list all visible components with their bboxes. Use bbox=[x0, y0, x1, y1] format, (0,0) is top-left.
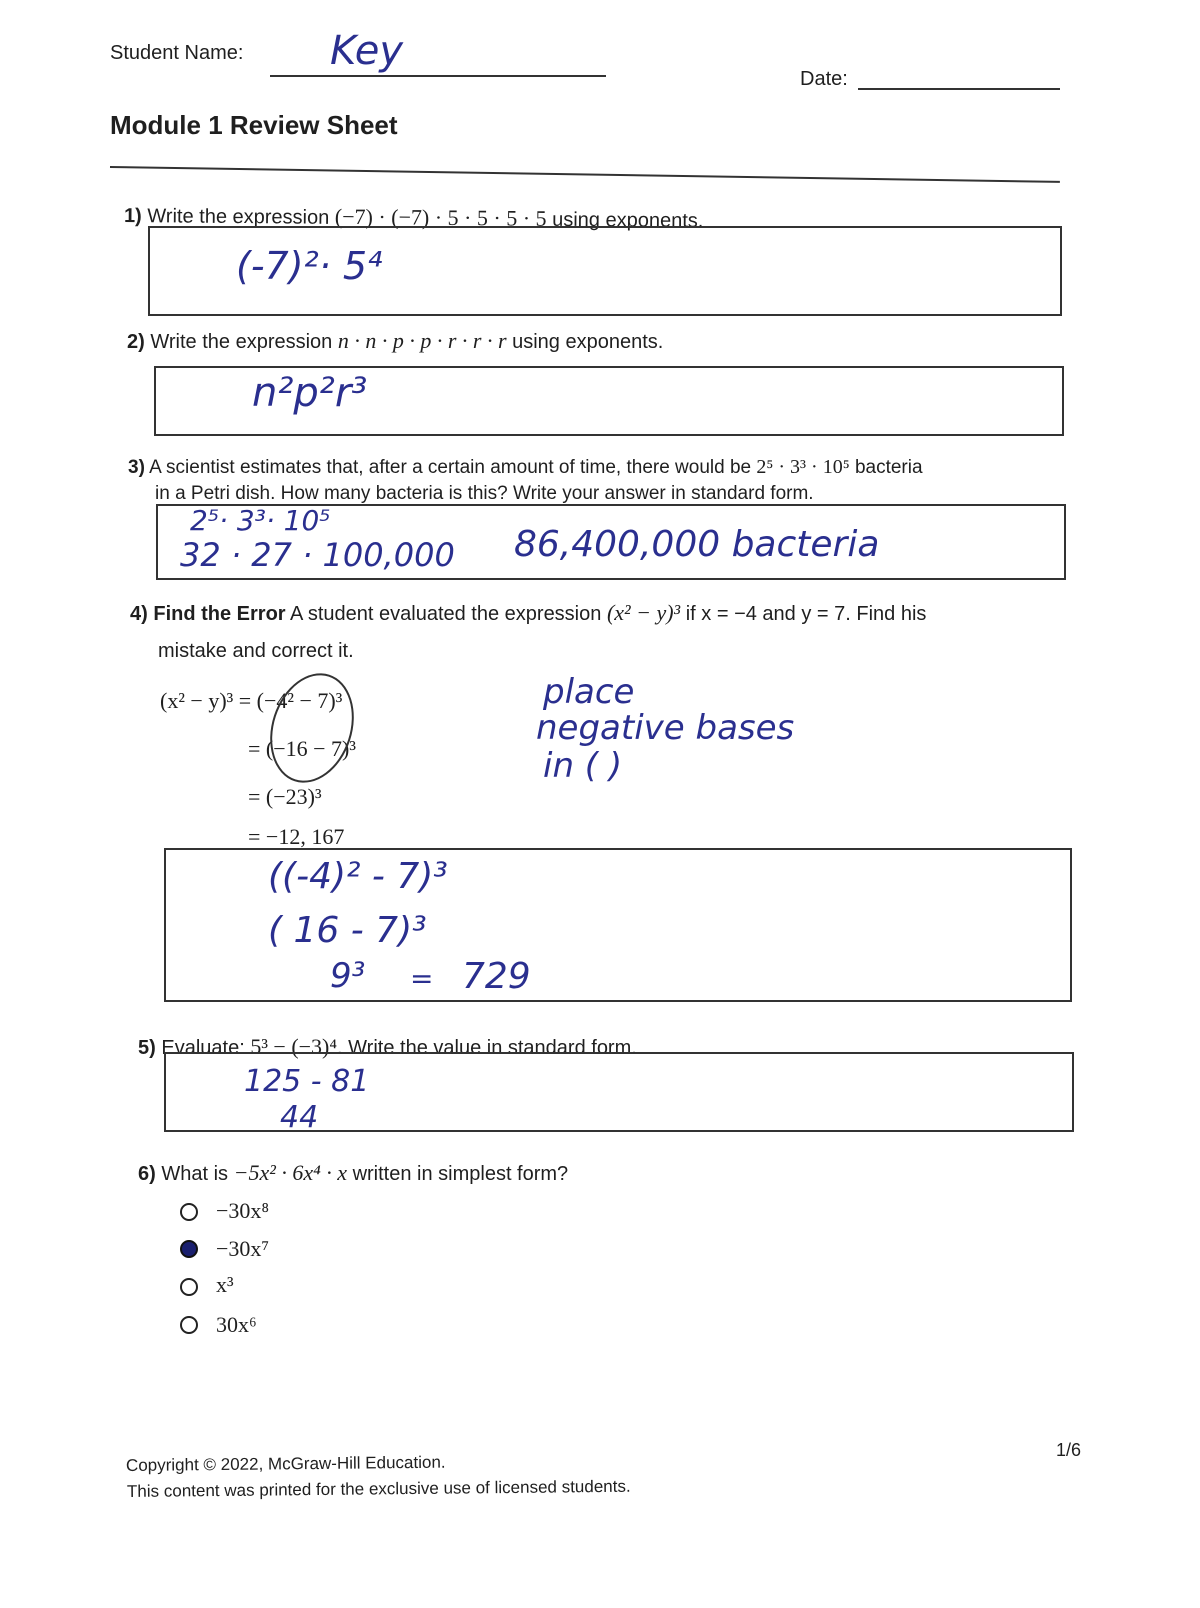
question-text: Write the expression bbox=[150, 331, 333, 353]
student-step-4: = −12, 167 bbox=[248, 824, 345, 849]
question-2 bbox=[127, 328, 663, 354]
question-expression: n · n · p · p · r · r · r bbox=[337, 328, 507, 353]
work-3-line-1: 2⁵· 3³· 10⁵ bbox=[190, 504, 331, 537]
answer-4: 729 bbox=[462, 956, 531, 997]
note-line-1: place bbox=[543, 672, 635, 712]
page-number: 1/6 bbox=[1056, 1440, 1082, 1460]
question-number: 5) bbox=[138, 1037, 156, 1059]
student-step-1: (x² − y)³ = (−4² − 7)³ bbox=[160, 688, 343, 713]
question-heading: Find the Error bbox=[153, 603, 286, 625]
work-4-line-2: ( 16 - 7)³ bbox=[268, 910, 427, 951]
note-line-3: in ( ) bbox=[543, 746, 623, 786]
date-line bbox=[858, 88, 1060, 90]
student-name-value: Key bbox=[330, 28, 404, 74]
question-4-line-2: mistake and correct it. bbox=[158, 640, 354, 662]
option-3-radio[interactable] bbox=[180, 1278, 198, 1296]
question-expression: 2⁵ · 3³ · 10⁵ bbox=[756, 456, 850, 478]
question-number: 1) bbox=[123, 205, 142, 228]
question-text: Write the expression bbox=[147, 205, 330, 229]
question-number: 2) bbox=[127, 331, 145, 353]
answer-1: (-7)²· 5⁴ bbox=[236, 244, 383, 288]
question-expression: −5x² · 6x⁴ · x bbox=[233, 1160, 347, 1185]
answer-2: n²p²r³ bbox=[252, 370, 368, 416]
student-name-line bbox=[270, 75, 606, 77]
question-text: using exponents. bbox=[552, 208, 704, 233]
license-notice: This content was printed for the exclusive use of licensed students. bbox=[126, 1476, 631, 1501]
option-4-radio[interactable] bbox=[180, 1316, 198, 1334]
answer-3: 86,400,000 bacteria bbox=[514, 524, 880, 565]
error-circle-mark bbox=[257, 662, 368, 793]
question-6 bbox=[138, 1160, 568, 1186]
option-2-label: −30x⁷ bbox=[216, 1236, 270, 1261]
question-text: if x = −4 and y = 7. Find his bbox=[685, 603, 927, 625]
copyright: Copyright © 2022, McGraw-Hill Education. bbox=[125, 1452, 446, 1475]
question-text: What is bbox=[161, 1163, 229, 1185]
question-expression: (−7) · (−7) · 5 · 5 · 5 · 5 bbox=[334, 203, 547, 231]
question-3-line-2: in a Petri dish. How many bacteria is this? Write your answer in standard form. bbox=[155, 483, 814, 504]
question-text: A student evaluated the expression bbox=[290, 603, 602, 625]
question-text: using exponents. bbox=[512, 331, 664, 353]
student-step-2: = (−16 − 7)³ bbox=[248, 736, 356, 761]
option-1-label: −30x⁸ bbox=[216, 1198, 270, 1223]
option-2-radio-selected[interactable] bbox=[180, 1240, 198, 1258]
option-1-radio[interactable] bbox=[180, 1203, 198, 1221]
page-title: Module 1 Review Sheet bbox=[110, 110, 398, 140]
work-4-equals: = bbox=[410, 962, 434, 995]
title-divider bbox=[110, 166, 1060, 183]
option-3-label: x³ bbox=[216, 1272, 234, 1297]
answer-5: 44 bbox=[280, 1100, 319, 1135]
date-label: Date: bbox=[800, 68, 848, 90]
note-line-2: negative bases bbox=[536, 708, 795, 748]
question-3-line-1 bbox=[128, 456, 923, 479]
work-3-line-2: 32 · 27 · 100,000 bbox=[180, 536, 455, 574]
work-5-line-1: 125 - 81 bbox=[244, 1064, 370, 1099]
question-number: 6) bbox=[138, 1163, 156, 1185]
question-text: . Write the value in standard form. bbox=[337, 1037, 637, 1059]
option-4-label: 30x⁶ bbox=[216, 1312, 257, 1337]
question-expression: (x² − y)³ bbox=[606, 600, 681, 625]
question-number: 4) bbox=[130, 603, 148, 625]
student-name-label: Student Name: bbox=[110, 42, 244, 64]
question-expression: 5³ − (−3)⁴ bbox=[250, 1034, 338, 1059]
question-text: Evaluate: bbox=[161, 1037, 245, 1059]
question-text: A scientist estimates that, after a certain amount of time, there would be bbox=[149, 457, 752, 478]
question-number: 3) bbox=[128, 457, 145, 478]
question-4-line-1 bbox=[130, 600, 926, 626]
question-text: written in simplest form? bbox=[352, 1163, 569, 1185]
work-4-line-3: 9³ bbox=[330, 956, 366, 996]
work-4-line-1: ((-4)² - 7)³ bbox=[268, 856, 448, 897]
question-text: bacteria bbox=[854, 457, 923, 478]
student-step-3: = (−23)³ bbox=[248, 784, 322, 809]
